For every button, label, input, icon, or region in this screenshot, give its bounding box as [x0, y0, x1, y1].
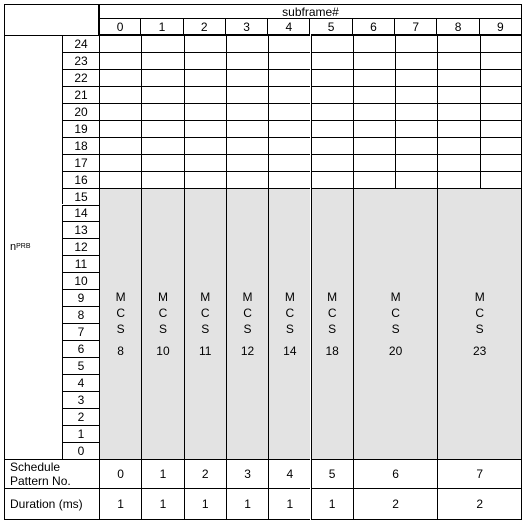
- grid-cell: [184, 137, 226, 154]
- duration-value: 1: [268, 488, 310, 520]
- prb-row-number: 15: [62, 188, 99, 205]
- prb-row-number: 20: [62, 103, 99, 120]
- grid-cell: [395, 103, 437, 120]
- grid-cell: [311, 103, 353, 120]
- prb-row-number: 18: [62, 137, 99, 154]
- corner-cell: [4, 4, 99, 35]
- prb-row-number: 16: [62, 171, 99, 188]
- grid-cell: [99, 137, 141, 154]
- grid-cell: [226, 52, 268, 69]
- grid-cell: [184, 171, 226, 188]
- duration-value: 1: [311, 488, 353, 520]
- grid-cell: [141, 171, 183, 188]
- grid-cell: [226, 171, 268, 188]
- mcs-letter: C: [391, 305, 400, 320]
- grid-cell: [141, 35, 183, 52]
- grid-cell: [353, 154, 395, 171]
- subframe-number: 4: [268, 19, 310, 35]
- subframe-number: 1: [141, 19, 183, 35]
- grid-cell: [480, 86, 522, 103]
- grid-cell: [99, 35, 141, 52]
- grid-cell: [311, 35, 353, 52]
- grid-cell: [480, 52, 522, 69]
- prb-row-number: 23: [62, 52, 99, 69]
- schedule-pattern-number: 3: [226, 459, 268, 488]
- mcs-value: 11: [199, 343, 212, 358]
- subframe-number: 6: [353, 19, 395, 35]
- grid-cell: [268, 103, 310, 120]
- grid-cell: [437, 103, 479, 120]
- mcs-letter: S: [158, 321, 167, 336]
- grid-cell: [268, 52, 310, 69]
- mcs-block: [437, 188, 522, 459]
- mcs-letter: M: [474, 289, 485, 304]
- grid-cell: [226, 86, 268, 103]
- mcs-letter: S: [328, 321, 337, 336]
- grid-cell: [395, 171, 437, 188]
- grid-cell: [226, 35, 268, 52]
- subframe-number: 0: [99, 19, 141, 35]
- grid-cell: [311, 120, 353, 137]
- mcs-letter: M: [200, 289, 211, 304]
- schedule-pattern-number: 6: [353, 459, 438, 488]
- grid-cell: [311, 69, 353, 86]
- grid-cell: [353, 52, 395, 69]
- prb-row-number: 4: [62, 374, 99, 391]
- grid-cell: [141, 52, 183, 69]
- mcs-value: 12: [240, 343, 255, 358]
- schedule-pattern-label: Schedule Pattern No.: [4, 459, 99, 488]
- n-prb-label: [4, 35, 62, 459]
- grid-cell: [395, 120, 437, 137]
- grid-cell: [141, 103, 183, 120]
- schedule-pattern-number: 5: [311, 459, 353, 488]
- mcs-letter: M: [157, 289, 168, 304]
- grid-cell: [226, 120, 268, 137]
- grid-cell: [395, 137, 437, 154]
- prb-row-number: 0: [62, 442, 99, 459]
- duration-value: 2: [437, 488, 522, 520]
- mcs-letter: S: [243, 321, 252, 336]
- prb-row-number: 3: [62, 391, 99, 408]
- grid-cell: [353, 69, 395, 86]
- grid-cell: [437, 52, 479, 69]
- grid-cell: [480, 103, 522, 120]
- duration-label: Duration (ms): [4, 488, 99, 520]
- prb-row-number: 21: [62, 86, 99, 103]
- duration-value: 2: [353, 488, 438, 520]
- grid-cell: [311, 154, 353, 171]
- prb-row-number: 24: [62, 35, 99, 52]
- prb-row-number: 8: [62, 306, 99, 323]
- grid-cell: [311, 86, 353, 103]
- mcs-letter: M: [284, 289, 295, 304]
- grid-cell: [353, 103, 395, 120]
- grid-cell: [437, 86, 479, 103]
- grid-cell: [437, 120, 479, 137]
- duration-value: 1: [141, 488, 183, 520]
- grid-cell: [353, 120, 395, 137]
- mcs-letter: M: [390, 289, 401, 304]
- mcs-letter: M: [242, 289, 253, 304]
- prb-row-number: 14: [62, 205, 99, 222]
- grid-cell: [226, 69, 268, 86]
- grid-cell: [311, 171, 353, 188]
- mcs-schedule-table: [4, 4, 522, 520]
- grid-cell: [99, 120, 141, 137]
- prb-row-number: 1: [62, 425, 99, 442]
- prb-row-number: 11: [62, 255, 99, 272]
- mcs-value: 8: [117, 343, 124, 358]
- grid-cell: [437, 137, 479, 154]
- mcs-letter: S: [285, 321, 294, 336]
- subframe-number: 9: [480, 19, 522, 35]
- subframe-number: 2: [184, 19, 226, 35]
- mcs-letter: C: [285, 305, 295, 320]
- grid-cell: [480, 35, 522, 52]
- mcs-letter: C: [116, 305, 125, 320]
- mcs-block: [311, 188, 353, 459]
- duration-value: 1: [184, 488, 226, 520]
- mcs-letter: S: [116, 321, 125, 336]
- prb-row-number: 12: [62, 238, 99, 255]
- grid-cell: [480, 120, 522, 137]
- prb-row-number: 6: [62, 340, 99, 357]
- mcs-value: 14: [283, 343, 297, 358]
- prb-row-number: 22: [62, 69, 99, 86]
- mcs-block: [268, 188, 310, 459]
- subframe-number: 7: [395, 19, 437, 35]
- grid-cell: [268, 137, 310, 154]
- grid-cell: [395, 35, 437, 52]
- mcs-letter: S: [201, 321, 210, 336]
- mcs-value: 18: [325, 343, 339, 358]
- mcs-letter: M: [327, 289, 338, 304]
- prb-row-number: 17: [62, 154, 99, 171]
- mcs-letter: C: [475, 305, 485, 320]
- grid-cell: [480, 171, 522, 188]
- grid-cell: [184, 52, 226, 69]
- grid-cell: [184, 69, 226, 86]
- grid-cell: [99, 86, 141, 103]
- grid-cell: [437, 154, 479, 171]
- grid-cell: [353, 86, 395, 103]
- grid-cell: [437, 35, 479, 52]
- grid-cell: [480, 137, 522, 154]
- grid-cell: [226, 103, 268, 120]
- grid-cell: [311, 52, 353, 69]
- schedule-pattern-number: 2: [184, 459, 226, 488]
- grid-cell: [184, 86, 226, 103]
- grid-cell: [395, 86, 437, 103]
- grid-cell: [226, 137, 268, 154]
- grid-cell: [437, 69, 479, 86]
- mcs-letter: C: [158, 305, 168, 320]
- grid-cell: [141, 154, 183, 171]
- prb-row-number: 5: [62, 357, 99, 374]
- mcs-block: [184, 188, 226, 459]
- n-prb-main: n: [10, 241, 17, 254]
- schedule-pattern-number: 0: [99, 459, 141, 488]
- grid-cell: [141, 86, 183, 103]
- prb-row-number: 19: [62, 120, 99, 137]
- grid-cell: [395, 52, 437, 69]
- grid-cell: [141, 120, 183, 137]
- mcs-letter: C: [200, 305, 210, 320]
- grid-cell: [311, 137, 353, 154]
- n-prb-subscript: PRB: [16, 243, 31, 251]
- duration-value: 1: [226, 488, 268, 520]
- subframe-header: subframe#: [99, 4, 522, 19]
- mcs-block: [141, 188, 183, 459]
- grid-cell: [480, 154, 522, 171]
- grid-cell: [184, 120, 226, 137]
- grid-cell: [99, 69, 141, 86]
- grid-cell: [141, 69, 183, 86]
- grid-cell: [268, 120, 310, 137]
- subframe-number: 3: [226, 19, 268, 35]
- grid-cell: [353, 171, 395, 188]
- grid-cell: [268, 35, 310, 52]
- mcs-letter: C: [327, 305, 337, 320]
- grid-cell: [184, 35, 226, 52]
- mcs-letter: S: [475, 321, 484, 336]
- grid-cell: [268, 154, 310, 171]
- grid-cell: [395, 69, 437, 86]
- grid-cell: [353, 137, 395, 154]
- mcs-value: 23: [473, 343, 487, 358]
- grid-cell: [268, 69, 310, 86]
- grid-cell: [99, 154, 141, 171]
- prb-row-number: 10: [62, 272, 99, 289]
- grid-cell: [395, 154, 437, 171]
- grid-cell: [184, 154, 226, 171]
- grid-cell: [268, 86, 310, 103]
- grid-cell: [437, 171, 479, 188]
- grid-cell: [141, 137, 183, 154]
- schedule-pattern-number: 4: [268, 459, 310, 488]
- prb-row-number: 9: [62, 289, 99, 306]
- schedule-pattern-number: 7: [437, 459, 522, 488]
- prb-row-number: 13: [62, 221, 99, 238]
- mcs-letter: C: [243, 305, 252, 320]
- mcs-letter: S: [391, 321, 400, 336]
- prb-row-number: 7: [62, 323, 99, 340]
- schedule-pattern-number: 1: [141, 459, 183, 488]
- grid-cell: [99, 52, 141, 69]
- grid-cell: [184, 103, 226, 120]
- mcs-value: 20: [388, 343, 403, 358]
- duration-value: 1: [99, 488, 141, 520]
- grid-cell: [226, 154, 268, 171]
- prb-row-number: 2: [62, 408, 99, 425]
- subframe-number: 8: [437, 19, 479, 35]
- mcs-value: 10: [156, 343, 170, 358]
- mcs-letter: M: [115, 289, 126, 304]
- grid-cell: [99, 103, 141, 120]
- mcs-block: [99, 188, 141, 459]
- grid-cell: [268, 171, 310, 188]
- mcs-block: [353, 188, 438, 459]
- grid-cell: [480, 69, 522, 86]
- subframe-number: 5: [311, 19, 353, 35]
- mcs-block: [226, 188, 268, 459]
- grid-cell: [99, 171, 141, 188]
- grid-cell: [353, 35, 395, 52]
